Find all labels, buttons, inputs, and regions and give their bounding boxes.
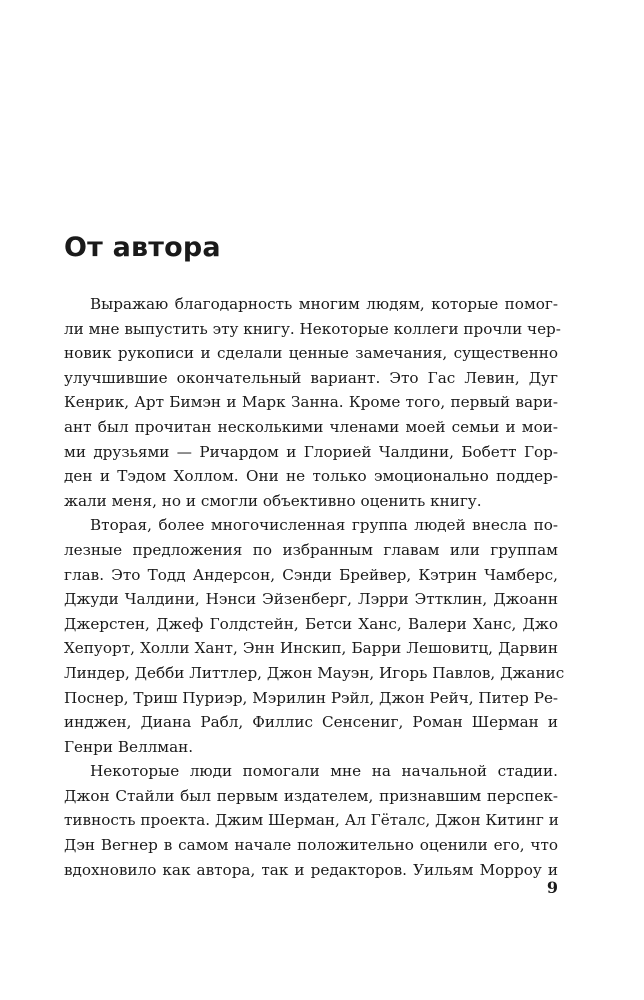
text-line: Джуди Чалдини, Нэнси Эйзенберг, Лэрри Эттклин, Джоанн: [64, 590, 558, 609]
text-line: улучшившие окончательный вариант. Это Гас Левин, Дуг: [64, 368, 558, 387]
text-line: Вторая, более многочисленная группа людей внесла по-: [90, 516, 558, 535]
text-line: инджен, Диана Рабл, Филлис Сенсениг, Роман Шерман и: [64, 713, 558, 732]
text-line: Джерстен, Джеф Голдстейн, Бетси Ханс, Валери Ханс, Джо: [64, 614, 558, 633]
text-line: Поснер, Триш Пуриэр, Мэрилин Рэйл, Джон Рейч, Питер Ре-: [64, 688, 559, 707]
chapter-heading: От автора: [64, 232, 221, 263]
text-line: вдохновило как автора, так и редакторов. Уильям Морроу и: [64, 860, 558, 879]
text-line: Некоторые люди помогали мне на начальной стадии.: [90, 762, 558, 781]
text-line: ден и Тэдом Холлом. Они не только эмоционально поддер-: [64, 467, 558, 486]
text-line: ант был прочитан несколькими членами моей семьи и мои-: [64, 417, 558, 436]
text-line: Джон Стайли был первым издателем, признавшим перспек-: [64, 786, 558, 805]
text-line: Дэн Вегнер в самом начале положительно оценили его, что: [64, 836, 558, 855]
text-line: глав. Это Тодд Андерсон, Сэнди Брейвер, Кэтрин Чамберс,: [64, 565, 558, 584]
text-line: ми друзьями — Ричардом и Глорией Чалдини, Бобетт Гор-: [64, 442, 558, 461]
text-line: Хепуорт, Холли Хант, Энн Инскип, Барри Лешовитц, Дарвин: [64, 639, 558, 658]
text-line: жали меня, но и смогли объективно оценить книгу.: [64, 491, 482, 510]
text-line: Кенрик, Арт Бимэн и Марк Занна. Кроме того, первый вари-: [64, 393, 558, 412]
text-line: Выражаю благодарность многим людям, которые помог-: [90, 295, 558, 313]
text-line: Генри Веллман.: [64, 737, 194, 756]
body-text: [64, 292, 565, 882]
text-line: ли мне выпустить эту книгу. Некоторые коллеги прочли чер-: [64, 319, 561, 338]
text-line: тивность проекта. Джим Шерман, Ал Гёталс, Джон Китинг и: [64, 811, 559, 830]
text-line: новик рукописи и сделали ценные замечания, существенно: [64, 344, 558, 363]
text-line: Линдер, Дебби Литтлер, Джон Мауэн, Игорь Павлов, Джанис: [64, 663, 565, 682]
text-line: лезные предложения по избранным главам или группам: [64, 540, 558, 559]
page-number: 9: [546, 878, 558, 897]
